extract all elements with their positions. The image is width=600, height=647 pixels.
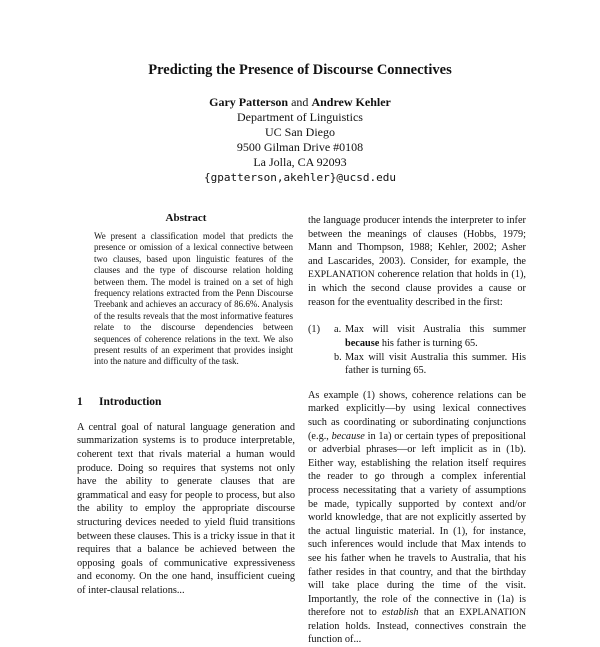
- paper-title: Predicting the Presence of Discourse Connectives: [148, 62, 452, 78]
- abstract-heading: Abstract: [165, 212, 207, 224]
- example-number: (1): [308, 324, 321, 336]
- intro-paragraph: A central goal of natural language generation and summarization systems is to produce interpretable, coherent text that rivals material a human would produce. Doing so requires that systems not only have the ability to generate clauses that are grammatical and easy for people to process, but also the ability to employ the appropriate discourse structuring devices needed to yield fluid transitions between these clauses. This is a tricky issue in that it requires that a balance be achieved between the opposing goals of communicative expressiveness and economy. On the one hand, insufficient cueing of inter-clausal relations...: [77, 421, 295, 596]
- affiliation-department: Department of Linguistics: [237, 110, 363, 124]
- affiliation-city: La Jolla, CA 92093: [253, 155, 347, 169]
- affiliation-street: 9500 Gilman Drive #0108: [236, 140, 364, 154]
- section-heading: 1 Introduction: [77, 395, 162, 408]
- author-email: {gpatterson,akehler}@ucsd.edu: [203, 171, 397, 184]
- example-block: [308, 323, 526, 378]
- body-paragraph: the language producer intends the interpreter to infer between the meanings of clauses (Hobbs, 1979; Mann and Thompson, 1988; Kehler, 2002; Asher and Lascarides, 2003). Consider, for example, the EXPLANATION coherence relation that holds in (1), in which the second clause provides a cause or reason for the eventuality described in the first:: [308, 215, 527, 308]
- example-item: a. Max will visit Australia this summer because his father is turning 65.: [334, 324, 526, 349]
- affiliation-university: UC San Diego: [265, 125, 335, 139]
- right-column: [308, 214, 526, 647]
- author-name: Gary Patterson: [209, 95, 289, 109]
- left-column: [77, 212, 295, 598]
- author-block: Gary Patterson and Andrew Kehler Department of Linguistics UC San Diego 9500 Gilman Drive #0108 La Jolla, CA 92093 {gpatterson,akehler}@ucsd.edu: [0, 95, 600, 185]
- body-paragraph: As example (1) shows, coherence relations can be marked explicitly—by using lexical connectives such as coordinating or subordinating conjunctions (e.g., because in 1a) or certain types of prepositional or adverbial phrases—or left implicit as in (1b). Either way, establishing the relation itself requires the reader to go through a complex inferential process necessitating that a variety of assumptions be made, typically supported by context and/or world knowledge, that are not explicitly asserted by the actual linguistic material. In (1), for instance, such inferences would include that Max intends to see his father when he travels to Australia, that his father resides in that country, and that the birthday will take place during the time of the visit. Importantly, the role of the connective in (1a) is therefore not to establish that an EXPLANATION relation holds. Instead, connectives constrain the function of...: [308, 389, 527, 646]
- abstract-text: We present a classification model that predicts the presence or omission of a lexical connective between two clauses, based upon linguistic features of the clauses and the type of discourse relation holding between them. The model is trained on a set of high frequency relations extracted from the Penn Discourse Treebank and achieves an accuracy of 86.6%. Analysis of the results reveals that the most informative features relate to the discourse dependencies between sequences of coherence relations in the text. We also present results of an experiment that provides insight into the nature and difficulty of the task.: [94, 231, 293, 367]
- example-item: b. Max will visit Australia this summer. His father is turning 65.: [334, 351, 526, 377]
- author-name: Andrew Kehler: [311, 95, 391, 109]
